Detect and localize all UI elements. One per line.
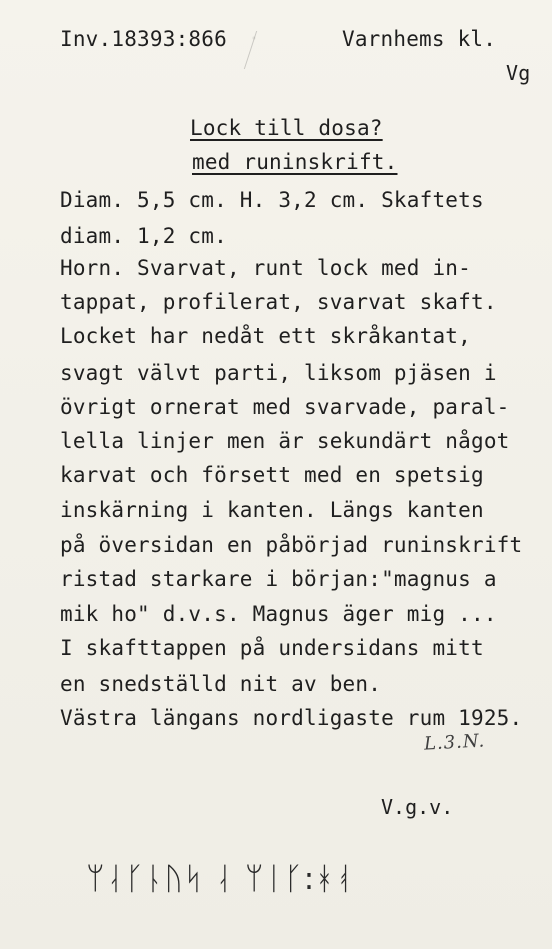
body-line-6: svagt välvt parti, liksom pjäsen i bbox=[60, 361, 497, 385]
body-line-13: mik ho" d.v.s. Magnus äger mig ... bbox=[60, 602, 497, 626]
body-line-10: inskärning i kanten. Längs kanten bbox=[60, 498, 484, 522]
body-line-2: diam. 1,2 cm. bbox=[60, 224, 227, 248]
body-line-7: övrigt ornerat med svarvade, paral- bbox=[60, 395, 510, 419]
body-line-12: ristad starkare i början:"magnus a bbox=[60, 567, 497, 591]
body-line-1: Diam. 5,5 cm. H. 3,2 cm. Skaftets bbox=[60, 188, 484, 212]
body-line-15: en snedställd nit av ben. bbox=[60, 672, 382, 696]
rune-inscription: ᛘᛆᚴᚿᚢᛋ ᛆ ᛘᛁᚴ:ᚼᚮ bbox=[86, 861, 355, 897]
body-line-16: Västra längans nordligaste rum 1925. bbox=[60, 706, 523, 730]
card-title-line-2: med runinskrift. bbox=[192, 150, 398, 174]
footer-initials: V.g.v. bbox=[381, 795, 454, 819]
body-line-9: karvat och försett med en spetsig bbox=[60, 463, 484, 487]
location-name: Varnhems kl. bbox=[342, 27, 497, 51]
inventory-number: Inv.18393:866 bbox=[60, 27, 227, 51]
body-line-8: lella linjer men är sekundärt något bbox=[60, 429, 510, 453]
body-line-5: Locket har nedåt ett skråkantat, bbox=[60, 324, 471, 348]
body-line-14: I skafttappen på undersidans mitt bbox=[60, 636, 484, 660]
body-line-4: tappat, profilerat, svarvat skaft. bbox=[60, 290, 497, 314]
region-code: Vg bbox=[506, 61, 531, 85]
body-line-3: Horn. Svarvat, runt lock med in- bbox=[60, 256, 471, 280]
card-title-line-1: Lock till dosa? bbox=[190, 116, 383, 140]
pencil-mark bbox=[226, 31, 257, 69]
body-line-11: på översidan en påbörjad runinskrift bbox=[60, 533, 523, 557]
handwritten-note: L.3.N. bbox=[423, 730, 486, 755]
